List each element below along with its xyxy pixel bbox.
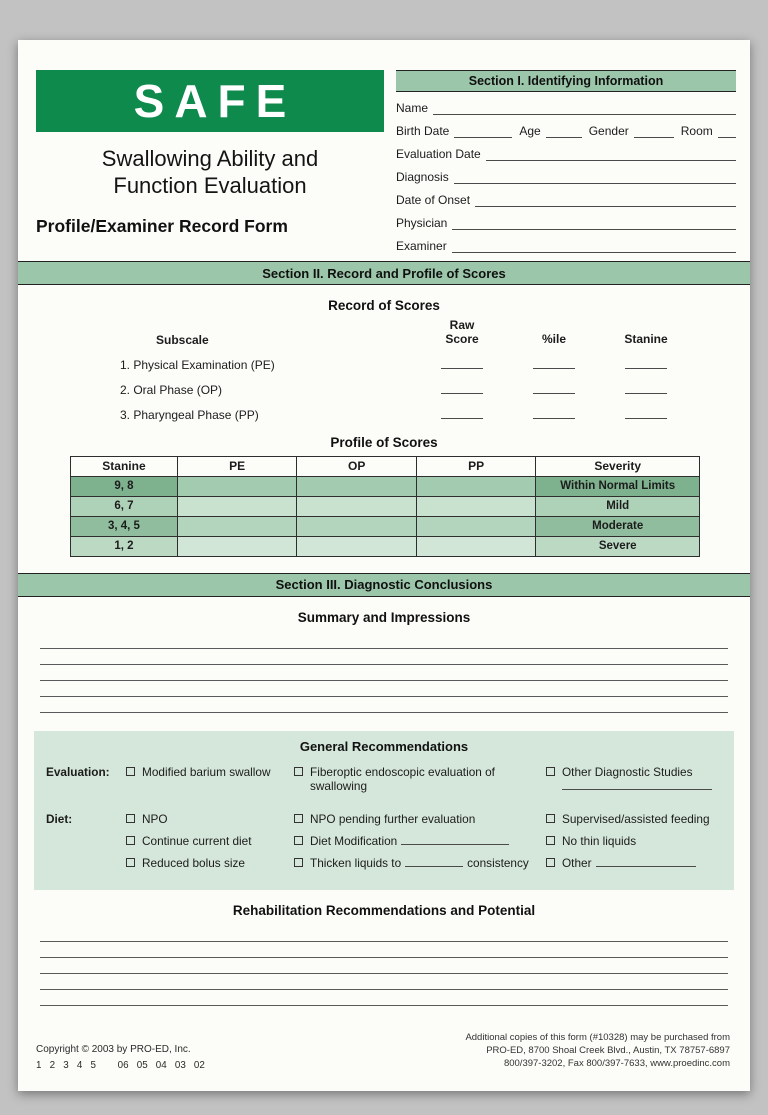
rehab-write-in-area (40, 926, 728, 1006)
profile-header-op: OP (297, 456, 417, 476)
birth-date-field[interactable] (454, 125, 512, 138)
identifying-fields (396, 101, 736, 253)
option-label: Supervised/assisted feeding (562, 812, 710, 827)
summary-line[interactable] (40, 633, 728, 649)
option-label: No thin liquids (562, 833, 637, 848)
field-row-name (396, 101, 736, 115)
profile-of-scores-table (70, 456, 700, 557)
op-stanine-blank[interactable] (625, 381, 667, 394)
profile-row-severe (71, 536, 700, 556)
option-other-diagnostic-studies[interactable] (546, 765, 722, 780)
checkbox-icon[interactable] (294, 767, 303, 776)
option-supervised-assisted-feeding[interactable] (546, 812, 722, 827)
op-mark-cell[interactable] (297, 476, 417, 496)
pe-mark-cell[interactable] (177, 496, 297, 516)
profile-row-wnl (71, 476, 700, 496)
section1-identifying-information (396, 70, 736, 253)
date-of-onset-field[interactable] (475, 194, 736, 207)
raw-header-line2: Score (445, 331, 479, 346)
profile-of-scores (70, 456, 700, 557)
pe-percentile-blank[interactable] (533, 356, 575, 369)
checkbox-icon[interactable] (126, 814, 135, 823)
option-thicken-liquids[interactable] (294, 856, 546, 871)
section2-header: Section II. Record and Profile of Scores (18, 261, 750, 285)
raw-score-header (416, 319, 508, 347)
diagnosis-field[interactable] (454, 171, 736, 184)
pe-mark-cell[interactable] (177, 536, 297, 556)
profile-row-moderate (71, 516, 700, 536)
field-row-examiner (396, 239, 736, 253)
form-subtitle (36, 146, 384, 200)
rehab-title: Rehabilitation Recommendations and Potential (232, 903, 536, 919)
general-recommendations-panel (34, 731, 734, 891)
rehab-line[interactable] (40, 942, 728, 958)
form-header (18, 40, 750, 261)
physician-field[interactable] (452, 217, 736, 230)
severity-cell: Mild (536, 496, 700, 516)
pe-mark-cell[interactable] (177, 476, 297, 496)
subtitle-line-2: Function Evaluation (113, 172, 307, 198)
summary-write-in-area (40, 633, 728, 713)
pe-percentile-cell (508, 356, 600, 372)
summary-line[interactable] (40, 697, 728, 713)
evaluation-col2 (294, 765, 546, 801)
rehab-line[interactable] (40, 926, 728, 942)
rehab-line[interactable] (40, 990, 728, 1006)
section3-header: Section III. Diagnostic Conclusions (18, 573, 750, 597)
op-raw-score-cell (416, 381, 508, 397)
record-of-scores (98, 319, 692, 422)
option-reduced-bolus-size[interactable] (126, 856, 294, 871)
diet-col2 (294, 812, 546, 877)
footer-purchase-info (465, 1032, 730, 1070)
age-field[interactable] (546, 125, 582, 138)
checkbox-icon[interactable] (546, 814, 555, 823)
record-of-scores-header (98, 319, 692, 347)
profile-of-scores-title: Profile of Scores (330, 434, 438, 450)
consistency-suffix: consistency (467, 855, 529, 870)
checkbox-icon[interactable] (294, 858, 303, 867)
evaluation-date-label: Evaluation Date (396, 147, 481, 161)
stanine-cell: 6, 7 (71, 496, 178, 516)
raw-header-line1: Raw (449, 318, 475, 332)
field-row-birth (396, 124, 736, 138)
other-diagnostic-studies-blank[interactable] (562, 789, 712, 790)
checkbox-icon[interactable] (546, 836, 555, 845)
option-label: Reduced bolus size (142, 855, 245, 870)
pp-raw-score-cell (416, 406, 508, 422)
record-form-page (18, 40, 750, 1091)
evaluation-date-field[interactable] (486, 148, 736, 161)
percentile-header: %ile (541, 331, 566, 346)
op-stanine-cell (600, 381, 692, 397)
gender-field[interactable] (634, 125, 674, 138)
op-raw-score-blank[interactable] (441, 381, 483, 394)
summary-title: Summary and Impressions (297, 609, 471, 625)
option-no-thin-liquids[interactable] (546, 834, 722, 849)
pp-raw-score-blank[interactable] (441, 406, 483, 419)
physician-label: Physician (396, 216, 448, 230)
checkbox-icon[interactable] (126, 767, 135, 776)
pe-mark-cell[interactable] (177, 516, 297, 536)
record-row-physical-examination (98, 356, 692, 372)
subscale-header: Subscale (156, 332, 209, 347)
header-left (36, 70, 384, 253)
record-row-label: 2. Oral Phase (OP) (120, 382, 223, 397)
safe-logo-text: SAFE (133, 75, 297, 127)
age-label: Age (519, 124, 541, 138)
profile-header-pp: PP (416, 456, 536, 476)
checkbox-icon[interactable] (126, 836, 135, 845)
checkbox-icon[interactable] (546, 767, 555, 776)
checkbox-icon[interactable] (294, 836, 303, 845)
option-label: Modified barium swallow (142, 764, 271, 779)
pp-percentile-blank[interactable] (533, 406, 575, 419)
option-npo[interactable] (126, 812, 294, 827)
diet-group (46, 812, 722, 877)
option-label: NPO (142, 812, 168, 827)
footer-copyright-block (36, 1044, 205, 1071)
diagnosis-label: Diagnosis (396, 170, 449, 184)
form-title: Profile/Examiner Record Form (36, 215, 288, 236)
field-row-physician (396, 216, 736, 230)
evaluation-col1 (126, 765, 294, 801)
profile-header-pe: PE (177, 456, 297, 476)
diet-col1 (126, 812, 294, 877)
thicken-liquids-blank[interactable] (405, 856, 463, 867)
option-label: Continue current diet (142, 833, 252, 848)
profile-header-row (71, 456, 700, 476)
stanine-cell: 9, 8 (71, 476, 178, 496)
record-row-pharyngeal-phase (98, 406, 692, 422)
summary-line[interactable] (40, 649, 728, 665)
date-of-onset-label: Date of Onset (396, 193, 471, 207)
option-label: Fiberoptic endoscopic evaluation of swallowing (310, 764, 495, 794)
checkbox-icon[interactable] (126, 858, 135, 867)
rehab-line[interactable] (40, 958, 728, 974)
examiner-label: Examiner (396, 239, 447, 253)
room-field[interactable] (718, 125, 736, 138)
severity-cell: Within Normal Limits (536, 476, 700, 496)
examiner-field[interactable] (452, 240, 736, 253)
pp-mark-cell[interactable] (416, 496, 536, 516)
pe-stanine-blank[interactable] (625, 356, 667, 369)
option-modified-barium-swallow[interactable] (126, 765, 294, 780)
pp-mark-cell[interactable] (416, 516, 536, 536)
name-label: Name (396, 101, 429, 115)
diet-modification-blank[interactable] (401, 834, 509, 845)
stanine-cell: 1, 2 (71, 536, 178, 556)
option-label: NPO pending further evaluation (310, 812, 476, 827)
record-of-scores-title: Record of Scores (328, 298, 440, 313)
record-row-oral-phase (98, 381, 692, 397)
field-row-date-of-onset (396, 193, 736, 207)
pp-percentile-cell (508, 406, 600, 422)
option-continue-current-diet[interactable] (126, 834, 294, 849)
option-label: Other Diagnostic Studies (562, 764, 693, 779)
pp-mark-cell[interactable] (416, 536, 536, 556)
evaluation-group (46, 765, 722, 801)
option-other[interactable] (546, 856, 722, 871)
pp-stanine-blank[interactable] (625, 406, 667, 419)
record-row-label: 1. Physical Examination (PE) (120, 357, 275, 372)
op-percentile-cell (508, 381, 600, 397)
diet-col3 (546, 812, 722, 877)
purchase-line-1: Additional copies of this form (#10328) may be purchased from (465, 1032, 730, 1044)
purchase-line-3: 800/397-3202, Fax 800/397-7633, www.proedinc.com (503, 1057, 730, 1069)
field-row-diagnosis (396, 170, 736, 184)
op-percentile-blank[interactable] (533, 381, 575, 394)
option-label: Diet Modification (310, 833, 398, 848)
rehab-line[interactable] (40, 974, 728, 990)
evaluation-label: Evaluation: (46, 764, 110, 779)
checkbox-icon[interactable] (546, 858, 555, 867)
diet-label: Diet: (46, 812, 73, 827)
option-diet-modification[interactable] (294, 834, 546, 849)
pe-stanine-cell (600, 356, 692, 372)
evaluation-col3 (546, 765, 722, 801)
subtitle-line-1: Swallowing Ability and (101, 146, 319, 171)
summary-line[interactable] (40, 665, 728, 681)
field-row-evaluation-date (396, 147, 736, 161)
record-row-label: 3. Pharyngeal Phase (PP) (120, 407, 259, 422)
stanine-header: Stanine (624, 331, 668, 346)
stanine-cell: 3, 4, 5 (71, 516, 178, 536)
profile-header-severity: Severity (536, 456, 700, 476)
severity-cell: Moderate (536, 516, 700, 536)
pe-raw-score-blank[interactable] (441, 356, 483, 369)
profile-header-stanine: Stanine (71, 456, 178, 476)
option-label: Thicken liquids to (310, 855, 402, 870)
pp-stanine-cell (600, 406, 692, 422)
pe-raw-score-cell (416, 356, 508, 372)
safe-logo (36, 70, 384, 132)
profile-row-mild (71, 496, 700, 516)
birth-date-label: Birth Date (396, 124, 450, 138)
form-footer (36, 1032, 730, 1070)
section1-header: Section I. Identifying Information (396, 70, 736, 92)
option-label: Other (562, 855, 592, 870)
copyright-text: Copyright © 2003 by PRO-ED, Inc. (36, 1043, 191, 1055)
other-blank[interactable] (596, 856, 696, 867)
pp-mark-cell[interactable] (416, 476, 536, 496)
room-label: Room (680, 124, 713, 138)
option-fiberoptic-endoscopic-evaluation[interactable] (294, 765, 546, 794)
op-mark-cell[interactable] (297, 496, 417, 516)
purchase-line-2: PRO-ED, 8700 Shoal Creek Blvd., Austin, TX 78757-6897 (486, 1045, 730, 1057)
gender-label: Gender (588, 124, 629, 138)
general-recommendations-title: General Recommendations (299, 738, 469, 754)
summary-line[interactable] (40, 681, 728, 697)
checkbox-icon[interactable] (294, 814, 303, 823)
print-run-numbers: 1 2 3 4 5 06 05 04 03 02 (36, 1059, 205, 1071)
option-npo-pending[interactable] (294, 812, 546, 827)
op-mark-cell[interactable] (297, 536, 417, 556)
name-field[interactable] (433, 102, 736, 115)
severity-cell: Severe (536, 536, 700, 556)
op-mark-cell[interactable] (297, 516, 417, 536)
